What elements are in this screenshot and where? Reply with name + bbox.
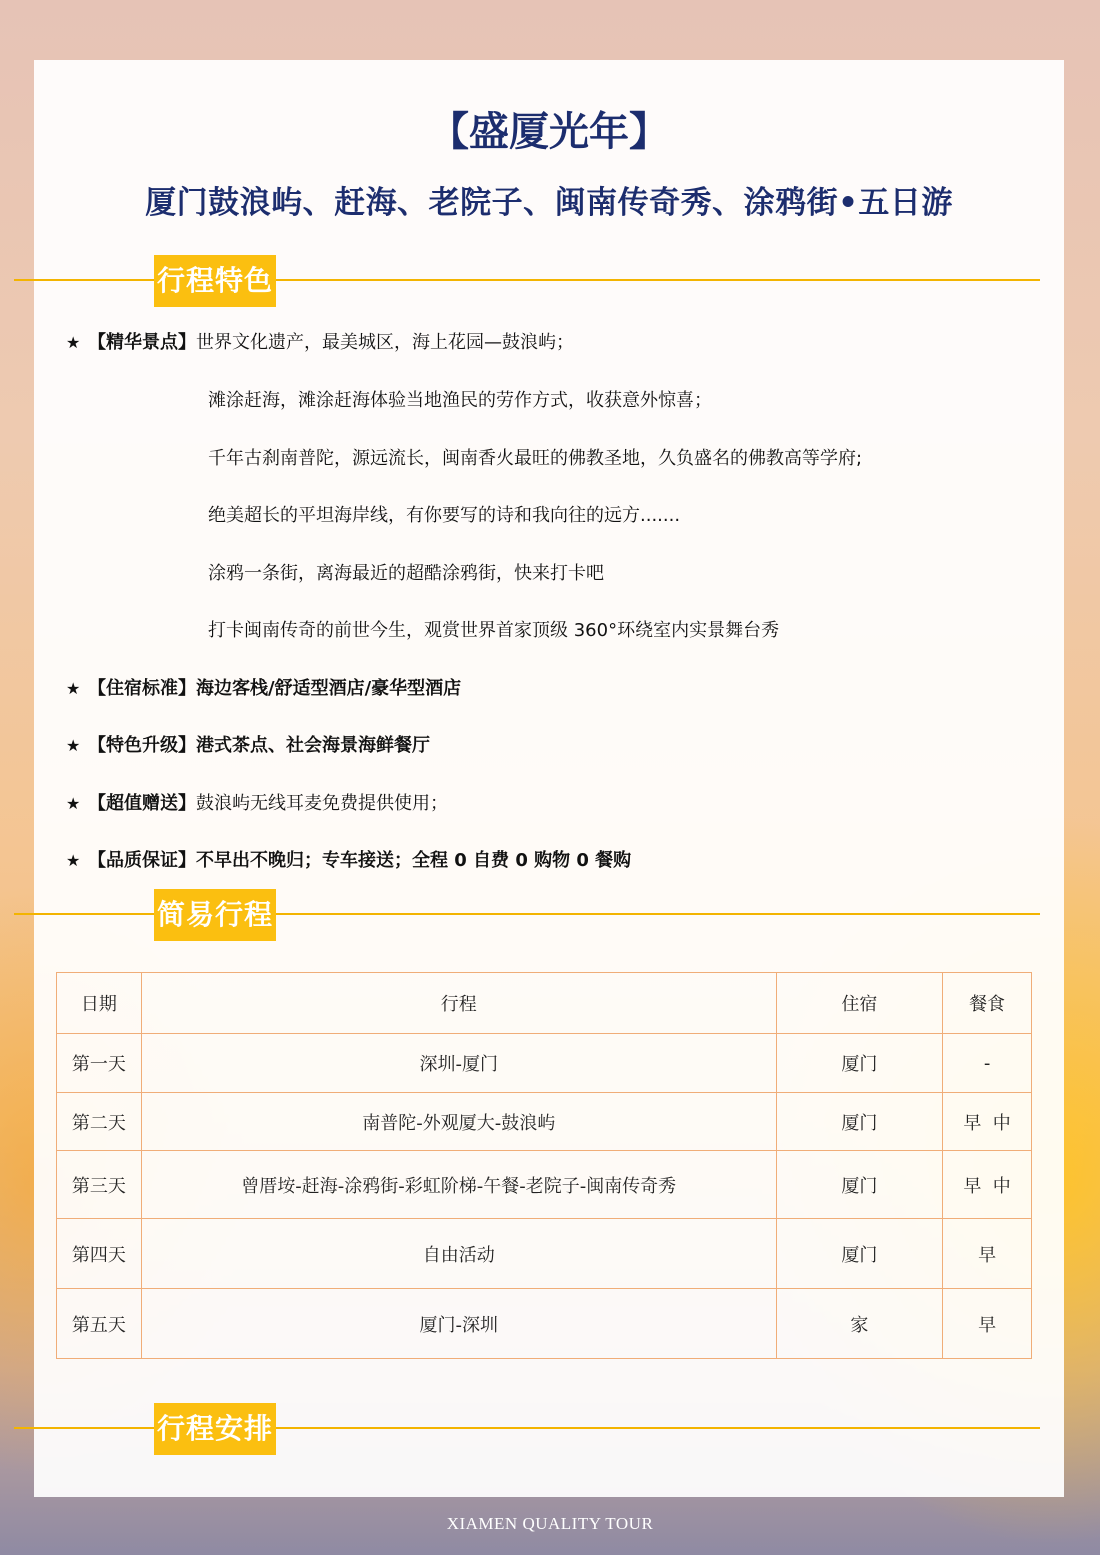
- feature-text: 海边客栈/舒适型酒店/豪华型酒店: [196, 678, 462, 699]
- table-row: [57, 1151, 1032, 1219]
- star-icon: ★: [66, 333, 81, 352]
- cell-meals: 早 中: [943, 1151, 1032, 1219]
- section-header-arrangement: [14, 1403, 1040, 1455]
- feature-key: 【精华景点】: [88, 332, 196, 353]
- column-header-route: 行程: [141, 973, 776, 1034]
- table-row: [57, 1034, 1032, 1093]
- cell-stay: 家: [776, 1289, 942, 1359]
- table-row: [57, 1219, 1032, 1289]
- table-header-row: [57, 973, 1032, 1034]
- cell-route: 深圳-厦门: [141, 1034, 776, 1093]
- cell-stay: 厦门: [776, 1151, 942, 1219]
- table-row: [57, 1289, 1032, 1359]
- highlight-line: 千年古刹南普陀，源远流长，闽南香火最旺的佛教圣地，久负盛名的佛教高等学府;: [208, 448, 863, 469]
- cell-date: 第四天: [57, 1219, 142, 1289]
- table-row: [57, 1093, 1032, 1151]
- cell-date: 第一天: [57, 1034, 142, 1093]
- cell-meals: 早: [943, 1289, 1032, 1359]
- feature-item-scenic: [66, 328, 574, 354]
- cell-stay: 厦门: [776, 1219, 942, 1289]
- itinerary-table: [56, 972, 1032, 1359]
- feature-text: 不早出不晚归；专车接送；全程 0 自费 0 购物 0 餐购: [196, 850, 632, 871]
- document-sheet: [34, 60, 1064, 1497]
- column-header-stay: 住宿: [776, 973, 942, 1034]
- highlight-line: 绝美超长的平坦海岸线，有你要写的诗和我向往的远方.......: [208, 505, 681, 526]
- star-icon: ★: [66, 851, 81, 870]
- column-header-meals: 餐食: [943, 973, 1032, 1034]
- section-label: 简易行程: [154, 889, 276, 941]
- cell-stay: 厦门: [776, 1034, 942, 1093]
- highlight-line: 滩涂赶海，滩涂赶海体验当地渔民的劳作方式，收获意外惊喜；: [208, 390, 712, 411]
- cell-date: 第五天: [57, 1289, 142, 1359]
- star-icon: ★: [66, 679, 81, 698]
- feature-item-upgrade: [66, 731, 430, 757]
- feature-item-quality: [66, 846, 631, 872]
- column-header-date: 日期: [57, 973, 142, 1034]
- cell-route: 曾厝垵-赶海-涂鸦街-彩虹阶梯-午餐-老院子-闽南传奇秀: [141, 1151, 776, 1219]
- highlight-line: 打卡闽南传奇的前世今生，观赏世界首家顶级 360°环绕室内实景舞台秀: [208, 620, 780, 641]
- feature-text: 鼓浪屿无线耳麦免费提供使用；: [196, 793, 448, 814]
- feature-item-gift: [66, 789, 448, 815]
- cell-date: 第二天: [57, 1093, 142, 1151]
- section-header-simple-itinerary: [14, 889, 1040, 941]
- feature-key: 【住宿标准】: [88, 678, 196, 699]
- section-label: 行程安排: [154, 1403, 276, 1455]
- star-icon: ★: [66, 736, 81, 755]
- cell-meals: 早 中: [943, 1093, 1032, 1151]
- cell-route: 南普陀-外观厦大-鼓浪屿: [141, 1093, 776, 1151]
- footer-brand: XIAMEN QUALITY TOUR: [446, 1514, 654, 1533]
- star-icon: ★: [66, 794, 81, 813]
- section-label: 行程特色: [154, 255, 276, 307]
- cell-route: 自由活动: [141, 1219, 776, 1289]
- feature-key: 【特色升级】: [88, 735, 196, 756]
- cell-route: 厦门-深圳: [141, 1289, 776, 1359]
- cell-stay: 厦门: [776, 1093, 942, 1151]
- feature-key: 【超值赠送】: [88, 793, 196, 814]
- section-header-features: [14, 255, 1040, 307]
- highlight-line: 涂鸦一条街，离海最近的超酷涂鸦街，快来打卡吧: [208, 563, 604, 584]
- feature-key: 【品质保证】: [88, 850, 196, 871]
- cell-date: 第三天: [57, 1151, 142, 1219]
- page-title: 【盛厦光年】: [429, 109, 669, 155]
- cell-meals: -: [943, 1034, 1032, 1093]
- page-subtitle: 厦门鼓浪屿、赶海、老院子、闽南传奇秀、涂鸦街•五日游: [145, 185, 953, 221]
- feature-text: 世界文化遗产，最美城区，海上花园—鼓浪屿；: [196, 332, 574, 353]
- cell-meals: 早: [943, 1219, 1032, 1289]
- feature-text: 港式茶点、社会海景海鲜餐厅: [196, 735, 430, 756]
- feature-item-accommodation: [66, 674, 461, 700]
